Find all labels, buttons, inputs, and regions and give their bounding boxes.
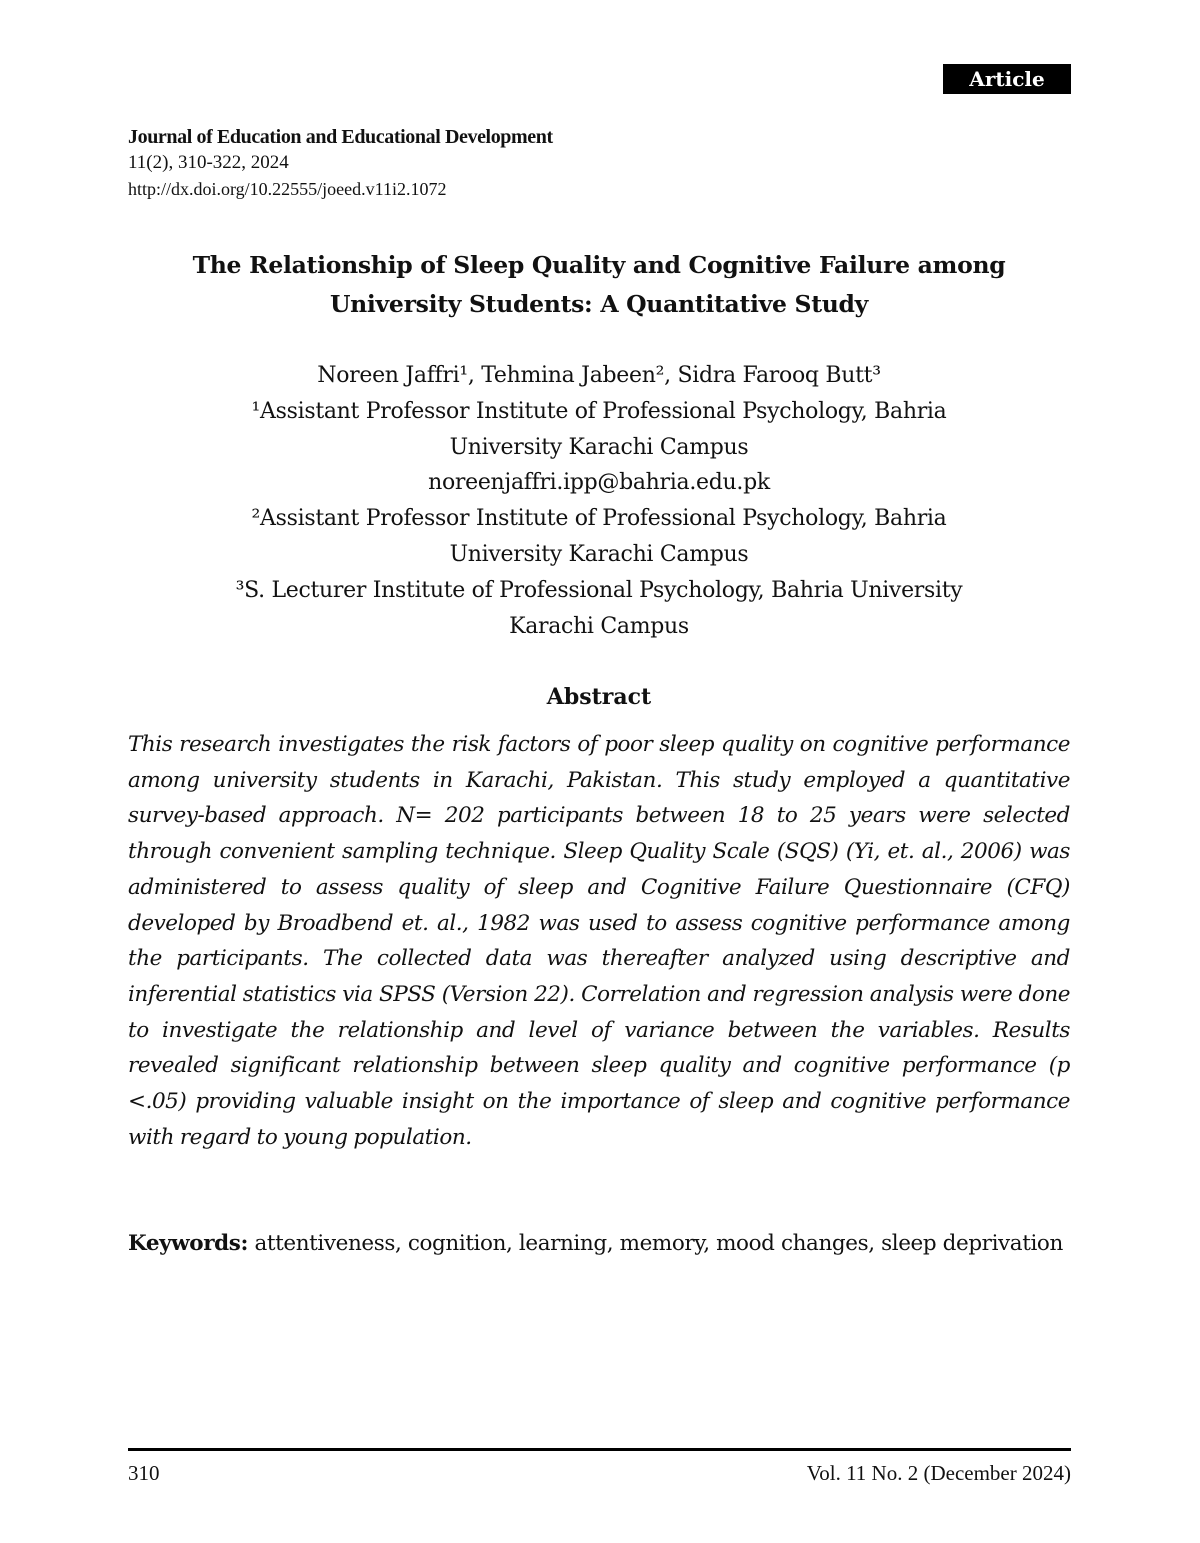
paper-title [128,246,1070,324]
footer-divider [128,1448,1071,1451]
page-number: 310 [128,1461,160,1485]
affiliation-line: University Karachi Campus [449,541,749,567]
article-type-badge: Article [943,64,1071,94]
keywords-text: attentiveness, cognition, learning, memory, mood changes, sleep deprivation [254,1231,1063,1256]
affiliation-line: ¹Assistant Professor Institute of Professional Psychology, Bahria [251,398,947,424]
journal-name: Journal of Education and Educational Development [128,126,553,148]
affiliation-line: University Karachi Campus [449,434,749,460]
volume-info: Vol. 11 No. 2 (December 2024) [806,1461,1071,1485]
affiliation-line: ²Assistant Professor Institute of Professional Psychology, Bahria [251,506,947,532]
abstract-heading: Abstract [546,684,652,710]
doi-link[interactable]: http://dx.doi.org/10.22555/joeed.v11i2.1072 [128,179,447,199]
title-line-2: University Students: A Quantitative Study [329,290,869,318]
keywords-section [128,1226,1070,1262]
affiliation-line: ³S. Lecturer Institute of Professional Psychology, Bahria University [235,577,963,603]
author-list: Noreen Jaffri¹, Tehmina Jabeen², Sidra Farooq Butt³ [317,363,881,388]
journal-info [128,124,928,202]
affiliation-line: Karachi Campus [509,613,689,639]
authors-affiliations [128,358,1070,644]
issue-pages: 11(2), 310-322, 2024 [128,152,289,173]
author-email[interactable]: noreenjaffri.ipp@bahria.edu.pk [428,470,770,496]
title-line-1: The Relationship of Sleep Quality and Cognitive Failure among [192,251,1006,279]
abstract-text: This research investigates the risk factors of poor sleep quality on cognitive performance among university students in Karachi, Pakistan. This study employed a quantitative survey-based approach. N= 202 participants between 18 to 25 years were selected through convenient sampling technique. Sleep Quality Scale (SQS) (Yi, et. al., 2006) was administered to assess quality of sleep and Cognitive Failure Questionnaire (CFQ) developed by Broadbend et. al., 1982 was used to assess cognitive performance among the participants. The collected data was thereafter analyzed using descriptive and inferential statistics via SPSS (Version 22). Correlation and regression analysis were done to investigate the relationship and level of variance between the variables. Results revealed significant relationship between sleep quality and cognitive performance (p <.05) providing valuable insight on the importance of sleep and cognitive performance with regard to young population. [128,732,1070,1150]
keywords-label: Keywords: [128,1231,249,1256]
